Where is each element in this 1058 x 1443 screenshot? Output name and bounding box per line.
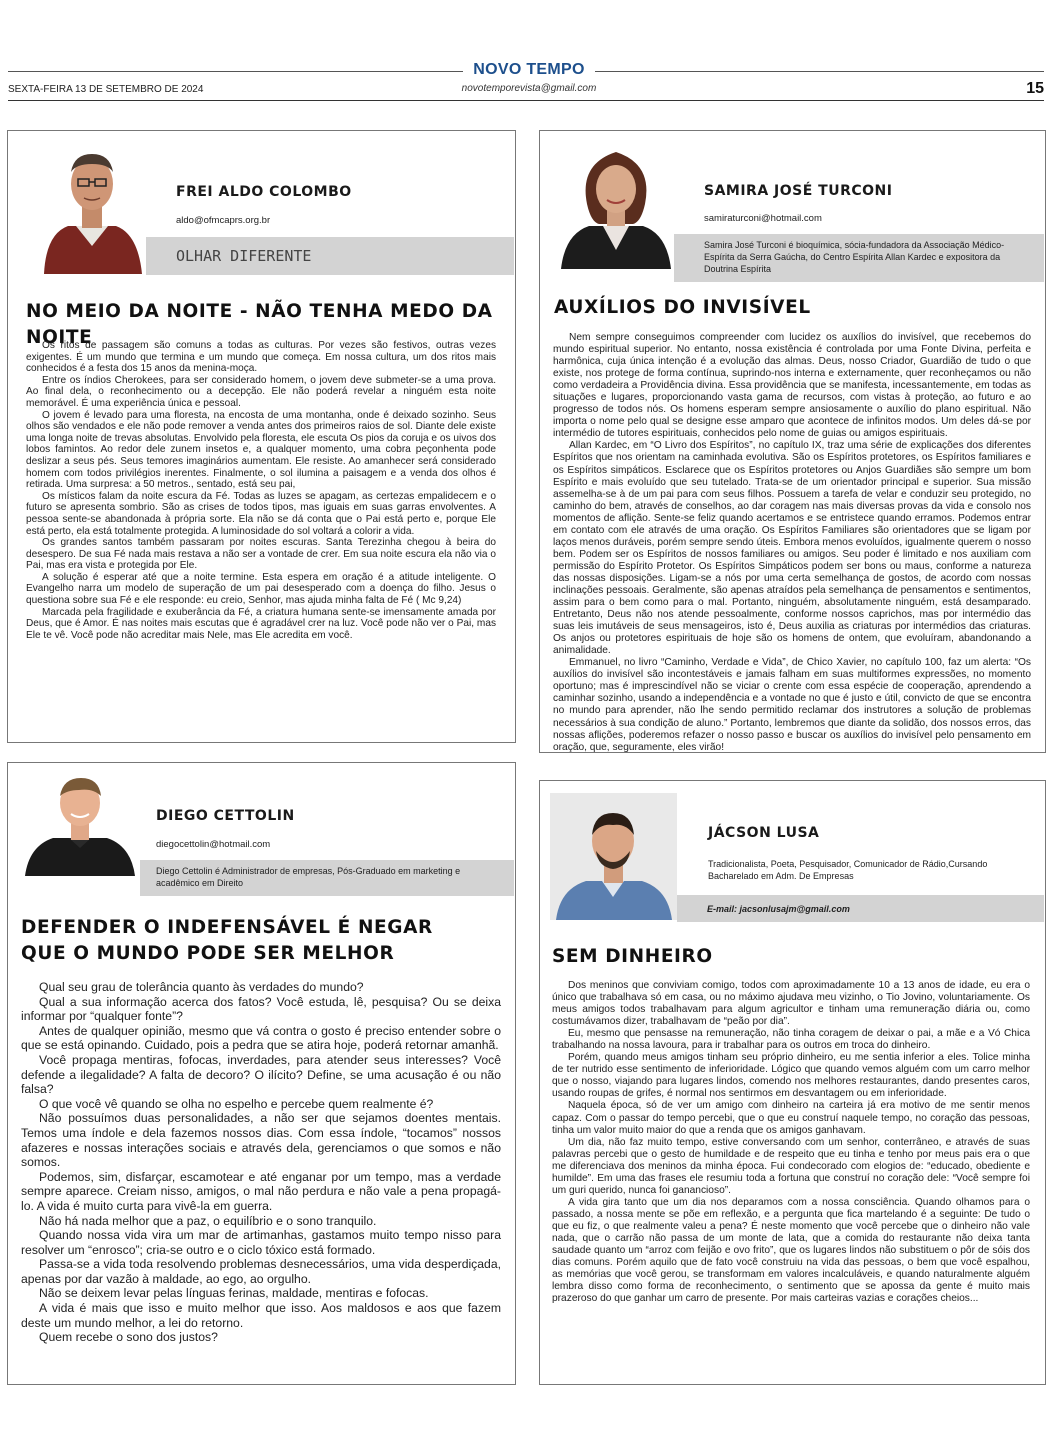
author-name: JÁCSON LUSA bbox=[708, 825, 820, 841]
column-label: OLHAR DIFERENTE bbox=[176, 247, 312, 265]
paragraph: Quando nossa vida vira um mar de artimanhas, gastamos muito tempo nisso para resolver um “enrosco”; cria-se outro e o ciclo tóxico está formado. bbox=[21, 1228, 501, 1257]
paragraph: Entre os índios Cherokees, para ser considerado homem, o jovem deve submeter-se a uma prova. Ao final dela, o reconhecimento ou a decepção. Ele não poderá revelar a ninguém esta noite memorável. É uma experiência única e pessoal. bbox=[26, 374, 496, 409]
paragraph: Podemos, sim, disfarçar, escamotear e até enganar por um tempo, mas a verdade sempre aparece. Creiam nisso, amigos, o mal não perdura e não vale a pena propagá-lo. A vida é muito curta para vivê-la em guerra. bbox=[21, 1169, 501, 1213]
paragraph: A vida gira tanto que um dia nos deparamos com a nossa consciência. Quando olhamos para o passado, a nossa mente se põe em reflexão, e a pergunta que fica martelando é a seguinte: De tudo o que eu fiz, o que realmente valeu a pena? É neste momento que você percebe que o dinheiro não vale nada, que o carrão não passa de um monte de lata, que a comida do restaurante não deixa tanta saudade quanto um “arroz com feijão e ovo frito”, que os lugares lindos não substituem o pôr de sóis dos dias comuns. Porém aquilo que de fato você construiu na vida das pessoas, o bem que você espalhou, as memórias que você gerou, se transformam em valores incalculáveis, e quando naturalmente alguém lembra disso como forma de reconhecimento, o sentimento que se apossa da gente é muito mais prazeroso do que ganhar um carro de presente. Por mais carteiras vazias e corações cheios... bbox=[552, 1196, 1030, 1305]
paragraph: Você propaga mentiras, fofocas, inverdades, para atender seus interesses? Você defende a ilegalidade? A falta de decoro? O ilícito? Define, se uma acusação é ou não falsa? bbox=[21, 1052, 501, 1097]
paragraph: Dos meninos que conviviam comigo, todos com aproximadamente 10 a 13 anos de idade, eu era o único que trabalhava só em casa, ou no máximo ajudava meu vizinho, o Tio Jovino, voluntariamente. Os meus amigos todos trabalhavam para algum agricultor e tinham uma remuneração diária ou, como costumávamos dizer, trabalhavam de “peão por dia”. bbox=[552, 980, 1030, 1028]
paragraph: Não possuímos duas personalidades, a não ser que sejamos doentes mentais. Temos uma índole e dela fazemos nossos dias. Com essa índole, “tocamos” nossos afazeres e nossas interações sociais e através dela, gerenciamos o que somos e não somos. bbox=[21, 1111, 501, 1170]
paragraph: Marcada pela fragilidade e exuberância da Fé, a criatura humana sente-se imensamente amada por Deus, que é Amor. É nas noites mais escutas que é agradável crer na luz. Você pode não ver o Pai, mas Ele te vê. Você pode não acreditar mais Nele, mas Ele acredita em você. bbox=[26, 606, 496, 641]
paragraph: Os místicos falam da noite escura da Fé. Todas as luzes se apagam, as certezas empalidecem e o futuro se apresenta sombrio. São as crises de todos tipos, mas iguais em suas garras envolventes. A pessoa sente-se abandonada à própria sorte. Ela não se dá conta que o Pai está perto e, porque Ele está perto, ela está totalmente protegida. A luminosidade do sol voltará a colorir a vida. bbox=[26, 490, 496, 537]
article-diego bbox=[7, 762, 516, 1385]
column-band bbox=[146, 237, 514, 275]
paragraph: A vida é mais que isso e muito melhor que isso. Aos maldosos e aos que fazem deste um mundo melhor, a lei do retorno. bbox=[21, 1301, 501, 1330]
article-aldo bbox=[7, 130, 516, 743]
headline: SEM DINHEIRO bbox=[552, 946, 713, 967]
issue-date: SEXTA-FEIRA 13 DE SETEMBRO DE 2024 bbox=[8, 84, 204, 95]
author-bio: Diego Cettolin é Administrador de empresas, Pós-Graduado em marketing e acadêmico em Direito bbox=[156, 866, 461, 888]
paragraph: Eu, mesmo que pensasse na remuneração, não tinha coragem de deixar o pai, a mãe e a Vó Chica trabalhando na nossa lavoura, para ir trabalhar para os outros em troca do dinheiro. bbox=[552, 1028, 1030, 1052]
author-photo-diego bbox=[21, 766, 139, 876]
author-name: FREI ALDO COLOMBO bbox=[176, 184, 352, 200]
bio-band bbox=[140, 860, 514, 896]
paragraph: A solução é esperar até que a noite termine. Esta espera em oração é a atitude inteligente. O Evangelho narra um modelo de superação de um pai desesperado com a doença do filho. Jesus o questiona sobre sua Fé e ele responde: eu creio, Senhor, mas ajuda minha falta de Fé ( Mc 9,24) bbox=[26, 571, 496, 607]
newspaper-title: NOVO TEMPO bbox=[473, 61, 585, 78]
paragraph: O que você vê quando se olha no espelho e percebe quem realmente é? bbox=[39, 1096, 434, 1111]
paragraph: Naquela época, só de ver um amigo com dinheiro na carteira já era motivo de me sentir menos capaz. Com o passar do tempo percebi, que o que eu construí naquele tempo, no coração das pessoas, tinha um valor muito maior do que a renda que os amigos ganhavam. bbox=[552, 1100, 1030, 1136]
masthead bbox=[0, 0, 1058, 104]
author-email: samiraturconi@hotmail.com bbox=[704, 213, 822, 224]
paragraph: Nem sempre conseguimos compreender com lucidez os auxílios do invisível, que recebemos do mundo espiritual superior. No entanto, nossa existência é controlada por uma Fonte Divina, perfeita e harmônica, cuja única intenção é a evolução das almas. Deus, nosso Criador, Guardião de tudo o que existe, nos protege de forma contínua, suprindo-nos interna e externamente, quer reconheçamos ou não como verdadeira a Providência divina. Essa providência que se manifesta, incessantemente, em todas as situações e lugares, proporcionando vasta gama de recursos, com vistas à proteção, ao futuro e ao progresso de todos nós. Os homens esperam sempre ansiosamente o auxílio do plano espiritual. Não importa o nome pelo qual se designe esse amparo que acontece de infinitos modos. Um deles dá-se por intermédio de tutores espirituais, conhecidos pelo nome de guias ou amigos espirituais. bbox=[553, 332, 1031, 440]
paragraph: Não se deixem levar pelas línguas ferinas, maldade, mentiras e fofocas. bbox=[39, 1286, 429, 1301]
author-name: SAMIRA JOSÉ TURCONI bbox=[704, 183, 893, 199]
portrait-icon bbox=[21, 766, 139, 876]
headline: NO MEIO DA NOITE - NÃO TENHA MEDO DA NOITE bbox=[26, 301, 493, 348]
masthead-rule bbox=[8, 100, 1044, 101]
bio-band bbox=[674, 234, 1044, 282]
paragraph: Um dia, não faz muito tempo, estive conversando com um senhor, conterrâneo, e através de suas palavras percebi que o gesto de humildade e de respeito que eu tinha e tenho por meus pais era o que me diferenciava dos meninos da minha época. Fui condecorado com elogios de: “educado, obediente e humilde”. Em uma das frases ele resumiu toda a fortuna que construí no coração dele: “Você sempre foi um guri querido, nunca foi ganancioso”. bbox=[552, 1136, 1030, 1196]
paragraph: Antes de qualquer opinião, mesmo que vá contra o gosto é preciso entender sobre o que se está opinando. Cuidado, pois a pedra que se atira hoje, poderá retornar amanhã. bbox=[21, 1023, 501, 1053]
author-email: aldo@ofmcaprs.org.br bbox=[176, 215, 271, 226]
paragraph: Não há nada melhor que a paz, o equilíbrio e o sono tranquilo. bbox=[39, 1213, 377, 1228]
portrait-icon bbox=[557, 134, 675, 269]
author-photo-aldo bbox=[38, 134, 146, 274]
portrait-icon bbox=[550, 793, 677, 920]
article-jacson bbox=[539, 780, 1046, 1385]
paragraph: Os grandes santos também passaram por noites escuras. Santa Terezinha chegou à beira do desespero. De sua Fé nada mais restava a não ser a vontade de crer. Em sua noite escura ela não via o Pai, mas era vista e protegida por Ele. bbox=[26, 537, 496, 572]
headline: DEFENDER O INDEFENSÁVEL É NEGAR QUE O MUNDO PODE SER MELHOR bbox=[21, 917, 433, 964]
newspaper-email: novotemporevista@gmail.com bbox=[461, 83, 597, 94]
author-photo-samira bbox=[557, 134, 675, 269]
article-body bbox=[552, 980, 1030, 1305]
author-email: diegocettolin@hotmail.com bbox=[156, 839, 271, 850]
author-photo-jacson bbox=[550, 793, 677, 920]
portrait-icon bbox=[38, 134, 146, 274]
article-body bbox=[26, 340, 496, 641]
author-name: DIEGO CETTOLIN bbox=[156, 808, 295, 824]
paragraph: O jovem é levado para uma floresta, na encosta de uma montanha, onde é deixado sozinho. Seus olhos são vendados e ele não pode remover a venda antes dos primeiros raios de sol. Diante dele existe uma longa noite de trevas absolutas. Envolvido pela floresta, ele escuta Os pios da coruja e os uivos dos lobos famintos. Ao redor dele zunem insetos e, a qualquer momento, uma cobra peçonhenta pode deslizar a seus pés. Seus temores imaginários aumentam. Ele resiste. Ao amanhecer será considerado homem com todos privilégios inerentes. Finalmente, o sol ilumina a paisagem e a venda dos olhos é retirada. Uma surpresa: a 50 metros., sentado, está seu pai, bbox=[26, 409, 496, 491]
paragraph: Emmanuel, no livro “Caminho, Verdade e Vida”, de Chico Xavier, no capítulo 100, faz um alerta: “Os auxílios do invisível são incontestáveis e jamais falham em suas multiformes expressões, no momento oportuno; mas é imprescindível não se viciar o crente com essa espécie de cooperação, aprendendo a caminhar sozinho, usando a independência e a vontade no que é justo e útil, convicto de que se encontra no mundo para aprender, não lhe sendo permitido reclamar dos instrutores a solução de problemas necessários à sua condição de aluno.” Portanto, lembremos que diante da solidão, dos nossos erros, das nossas aflições, poderemos refazer o nosso passo e buscar os auxílios do invisível pelo pensamento em oração, que, seguramente, eles virão! bbox=[553, 657, 1031, 753]
page-number: 15 bbox=[1026, 80, 1044, 97]
paragraph: Allan Kardec, em “O Livro dos Espíritos”, no capítulo IX, traz uma série de explicações dos diferentes Espíritos que nos orientam na caminhada evolutiva. São os Espíritos protetores, os Espíritos familiares e os Espíritos simpáticos. Esclarece que os Espíritos protetores ou Anjos Guardiães são sempre um bom Espírito e mais evoluído que seu tutelado. Trata-se de um orientador principal e superior. Sua missão assemelha-se à de um pai para com seus filhos. Possuem a tarefa de velar e conduzir seu protegido, no caminho do bem, através de conselhos, ao dar coragem nas mais diversas provas da vida e consolo nos momentos de aflição. Sente-se feliz quando acertamos e se entristece quando erramos. Podemos entrar em contato com ele através de uma oração. Os Espíritos Familiares são orientadores que se ligam por laços menos duráveis, porém sempre sendo úteis. Embora menos evoluídos, igualmente querem o nosso bem. Podem ser os Espíritos de nossos familiares ou amigos. Seu poder é limitado e nos auxiliam com permissão do Espírito Protetor. Os Espíritos Simpáticos podem ser bons ou maus, conforme a natureza das nossas disposições. Ligam-se a nós por uma certa semelhança de gostos, de acordo com nossas inclinações pessoais. Geralmente, são apenas atraídos pela semelhança de pensamentos e sentimentos, assim para o bem como para o mal. Portanto, ninguém, absolutamente ninguém, está desamparado. Entretanto, Deus não nos atende pessoalmente, conforme nossos caprichos, mas por intermédio das suas leis imutáveis de seus mensageiros, isto é, Deus auxilia as criaturas por intermédios das criaturas. Os anjos ou protetores espirituais de hoje são os homens de ontem, que evoluíram, abandonando a animalidade. bbox=[553, 440, 1031, 657]
paragraph: Os ritos de passagem são comuns a todas as culturas. Por vezes são festivos, outras vezes exigentes. É um mundo que termina e um mundo que começa. Em nossa cultura, um dos ritos mais conhecidos é a festa dos 15 anos da menina-moça. bbox=[26, 340, 496, 375]
article-samira bbox=[539, 130, 1046, 753]
paragraph: Quem recebe o sono dos justos? bbox=[39, 1330, 218, 1345]
paragraph: Qual a sua informação acerca dos fatos? Você estuda, lê, pesquisa? Ou se deixa informar por “qualquer fonte”? bbox=[21, 994, 501, 1024]
paragraph: Passa-se a vida toda resolvendo problemas desnecessários, uma vida desperdiçada, apenas por dar vazão à maldade, ao ego, ao orgulho. bbox=[21, 1257, 501, 1286]
author-bio: Samira José Turconi é bioquímica, sócia-fundadora da Associação Médico-Espírita da Serra Gaúcha, do Centro Espírita Allan Kardec e expositora da Doutrina Espírita bbox=[704, 240, 1005, 274]
article-body bbox=[21, 980, 501, 1345]
author-email: E-mail: jacsonlusajm@gmail.com bbox=[707, 904, 850, 914]
email-band bbox=[677, 895, 1044, 922]
article-body bbox=[553, 332, 1031, 754]
paragraph: Qual seu grau de tolerância quanto às verdades do mundo? bbox=[39, 980, 364, 994]
author-bio: Tradicionalista, Poeta, Pesquisador, Comunicador de Rádio,Cursando Bacharelado em Adm. De Empresas bbox=[708, 859, 988, 881]
headline: AUXÍLIOS DO INVISÍVEL bbox=[554, 297, 811, 318]
paragraph: Porém, quando meus amigos tinham seu próprio dinheiro, eu me sentia inferior a eles. Tolice minha de ter nutrido esse sentimento de inferioridade. Lógico que quando vemos alguém com um carro melhor que o nosso, viajando para lugares lindos, comendo nos melhores restaurantes, dando presentes caros, usando roupas de grifes, é normal nos sentirmos em desvantagem ou em inferioridade. bbox=[552, 1052, 1030, 1100]
